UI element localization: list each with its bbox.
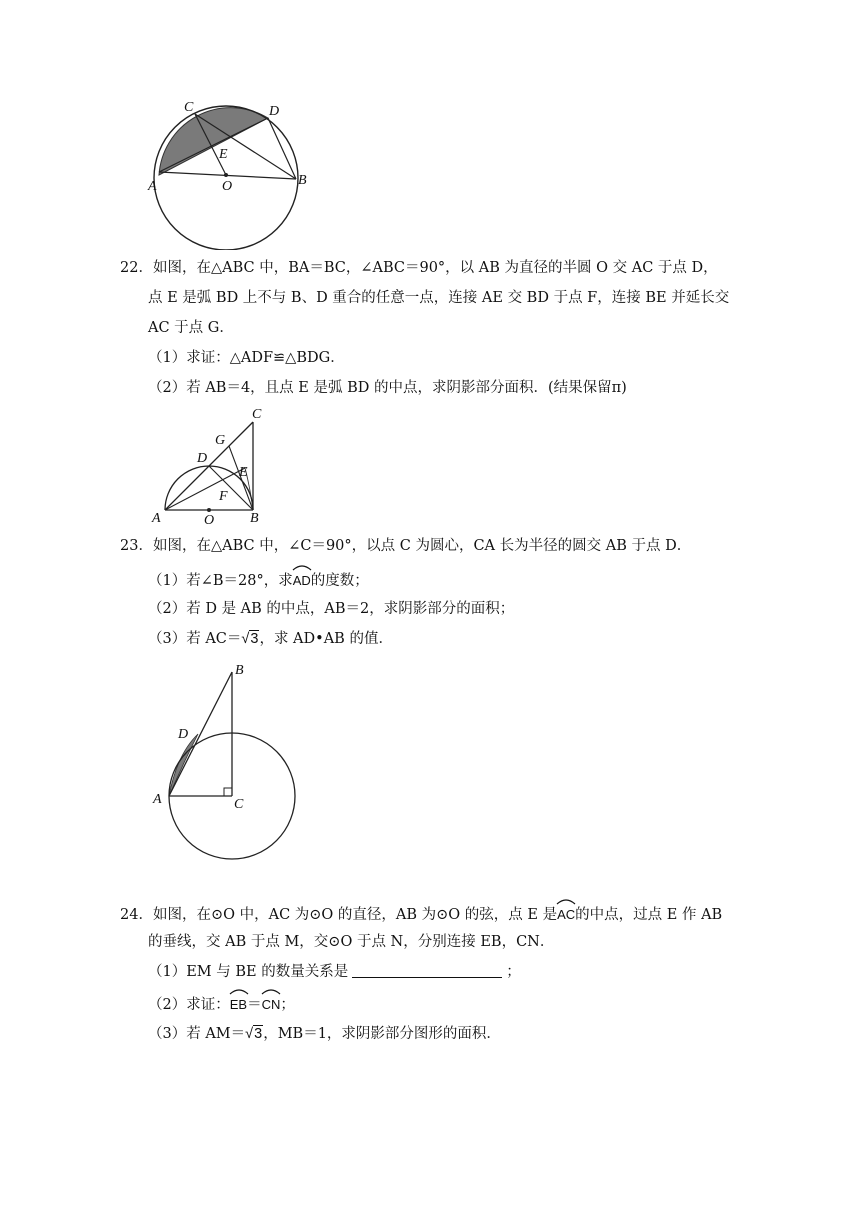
q22-part-2: （2）若 AB＝4，且点 E 是弧 BD 的中点，求阴影部分面积．(结果保留π) (148, 380, 627, 396)
label-a: A (153, 792, 162, 807)
sqrt-radicand: 3 (250, 631, 259, 647)
q24-part-2 (148, 992, 295, 1015)
q23-part-1-text-b: 的度数； (310, 573, 369, 589)
label-d: D (178, 727, 189, 742)
label-a: A (152, 511, 161, 526)
figure-q23 (145, 656, 305, 866)
q24-line-1-text-a: 24．如图，在⊙O 中，AC 为⊙O 的直径，AB 为⊙O 的弦，点 E 是 (120, 907, 558, 923)
q23-part-3 (148, 629, 393, 649)
q24-line-1-text-b: 的中点，过点 E 作 AB (575, 907, 723, 923)
arc-mark-icon (229, 987, 249, 995)
sqrt-radicand: 3 (254, 1026, 263, 1042)
arc-mark-icon (261, 987, 281, 995)
q24-part-1 (148, 962, 521, 982)
shaded-segment (159, 108, 268, 175)
q23-part-1 (148, 568, 369, 591)
arc-mark-icon (292, 563, 312, 571)
arc-cn-label: CN (261, 997, 281, 1012)
q24-part-3 (148, 1024, 501, 1044)
arc-mark-icon (556, 897, 576, 905)
q24-part-1-text-b: ； (506, 964, 521, 980)
label-d: D (269, 104, 280, 119)
label-d: D (197, 451, 208, 466)
label-f: F (219, 489, 228, 504)
q24-line-2: 的垂线，交 AB 于点 M，交⊙O 于点 N，分别连接 EB，CN． (148, 934, 555, 950)
arc-ac-label: AC (557, 907, 576, 922)
q24-part-2-eq: ＝ (247, 997, 262, 1013)
answer-blank[interactable] (352, 963, 502, 978)
q22-line-3: AC 于点 G． (148, 320, 234, 336)
arc-eb (230, 992, 247, 1015)
label-e: E (239, 465, 248, 480)
label-b: B (235, 663, 244, 678)
right-angle-mark (224, 788, 232, 796)
q24-part-2-text-b: ； (280, 997, 295, 1013)
label-a: A (148, 179, 157, 194)
q22-line-2: 点 E 是弧 BD 上不与 B、D 重合的任意一点，连接 AE 交 BD 于点 F，连接 BE 并延长交 (148, 290, 730, 306)
q24-line-1 (120, 902, 722, 925)
q23-part-3-text-a: （3）若 AC＝ (148, 631, 242, 647)
sqrt-3: √3 (245, 1026, 263, 1042)
arc-eb-label: EB (229, 997, 248, 1012)
q22-part-1: （1）求证：△ADF≌△BDG． (148, 350, 345, 366)
q24-part-3-text-a: （3）若 AM＝ (148, 1026, 246, 1042)
q23-part-3-text-b: ，求 AD•AB 的值． (259, 631, 393, 647)
q23-line-1: 23．如图，在△ABC 中，∠C＝90°，以点 C 为圆心，CA 长为半径的圆交 AB 于点 D． (120, 538, 692, 554)
sqrt-3: √3 (241, 631, 259, 647)
figure-q21 (140, 95, 315, 250)
q24-part-2-text-a: （2）求证： (148, 997, 230, 1013)
label-c: C (234, 797, 244, 812)
q23-part-2: （2）若 D 是 AB 的中点，AB＝2，求阴影部分的面积； (148, 601, 515, 617)
label-o: O (204, 513, 215, 527)
arc-cn (262, 992, 281, 1015)
center-o-dot (224, 173, 228, 177)
center-o-dot (207, 508, 211, 512)
label-b: B (298, 173, 307, 188)
q22-line-1: 22．如图，在△ABC 中，BA＝BC，∠ABC＝90°，以 AB 为直径的半圆 O 交 AC 于点 D， (120, 260, 718, 276)
label-c: C (184, 100, 194, 115)
q24-part-1-text-a: （1）EM 与 BE 的数量关系是 (148, 964, 349, 980)
label-o: O (222, 179, 233, 194)
q23-part-1-text-a: （1）若∠B＝28°，求 (148, 573, 293, 589)
figure-q22 (145, 402, 275, 527)
arc-ad-label: AD (292, 573, 311, 588)
label-e: E (219, 147, 228, 162)
q24-part-3-text-b: ，MB＝1，求阴影部分图形的面积． (263, 1026, 501, 1042)
segment-ae (165, 468, 245, 510)
arc-ac (557, 902, 575, 925)
label-c: C (252, 407, 262, 422)
label-b: B (250, 511, 259, 526)
arc-ad (293, 568, 311, 591)
label-g: G (215, 433, 226, 448)
